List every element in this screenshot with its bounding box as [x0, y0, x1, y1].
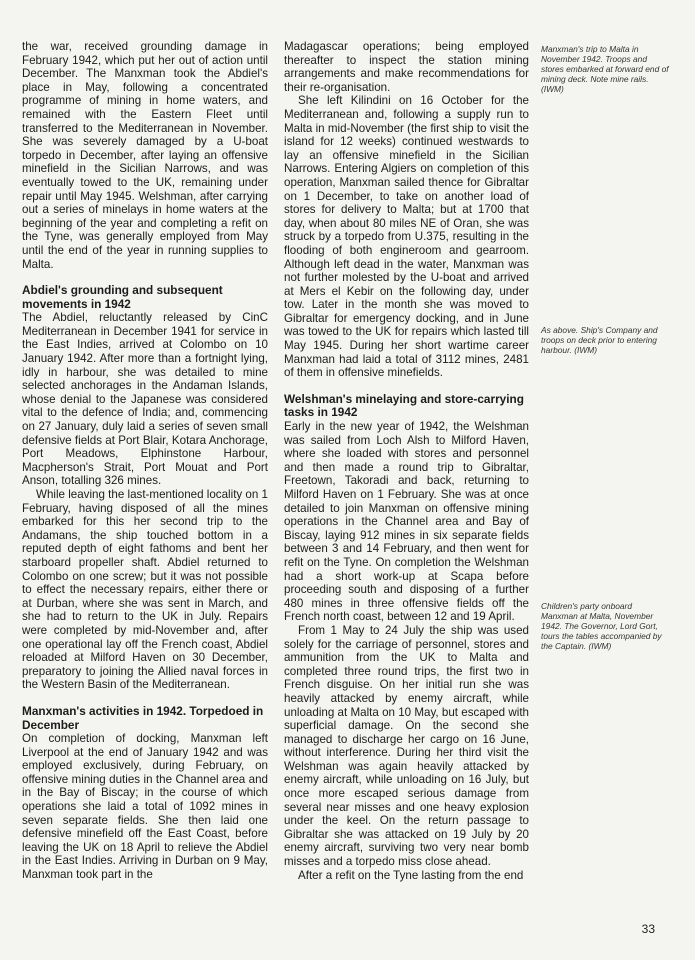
paragraph: The Abdiel, reluctantly released by CinC Mediterranean in December 1941 for service in the East Indies, arrived at Colombo on 10 January 1942. After more than a fortnight lying, idly in harbour, she was detailed to mine selected anchorages in the Andaman Islands, whose denial to the Japanese was considered vital to the defence of India; and, commencing on 27 January, duly laid a series of seven small defensive fields at Port Blair, Kotara Anchorage, Port Meadows, Elphinstone Harbour, Macpherson's Strait, Port Mouat and Port Anson, totalling 326 mines. — [22, 311, 268, 488]
paragraph: While leaving the last-mentioned locality on 1 February, having disposed of all the mines embarked for this her second trip to the Andamans, the ship touched bottom in a reputed depth of eight fathoms and bent her starboard propeller shaft. Abdiel returned to Colombo on one screw; but it was not possible to effect the necessary repairs, either there or at Durban, where she was sent in March, and she had to return to the UK in July. Repairs were completed by mid-November and, after one operational lay off the French coast, Abdiel reloaded at Milford Haven on 30 December, preparatory to joining the Allied naval forces in the Western Basin of the Mediterranean. — [22, 488, 268, 692]
photo-caption: Children's party onboard Manxman at Malta, November 1942. The Governor, Lord Gort, tours the tables accompanied by the Captain. (IWM) — [541, 601, 662, 651]
paragraph: After a refit on the Tyne lasting from the end — [298, 868, 524, 882]
paragraph: She left Kilindini on 16 October for the Mediterranean and, following a supply run to Malta in mid-November (the first ship to visit the island for 12 weeks) continued westwards to lay an offensive minefield in the Sicilian Narrows. Entering Algiers on completion of this operation, Manxman sailed thence for Gibraltar on 1 December, to take on another load of stores for delivery to Malta; but at 1700 that day, when about 80 miles NE of Oran, she was struck by a torpedo from U.375, resulting in the flooding of both engineroom and gearroom. Although left dead in the water, Manxman was not further molested by the U-boat and arrived at Mers el Kebir on the following day, under tow. Later in the month she was moved to Gibraltar for emergency docking, and in June was towed to the UK for repairs which lasted till May 1945. During her short wartime career Manxman had laid a total of 3112 mines, 2481 of them in offensive minefields. — [284, 94, 529, 380]
section-heading: Welshman's minelaying and store-carrying tasks in 1942 — [284, 391, 524, 420]
paragraph: the war, received grounding damage in February 1942, which put her out of action until December. The Manxman took the Abdiel's place in May, following a concentrated programme of mining in home waters, and remained with the Eastern Fleet until transferred to the Mediterranean in November. She was severely damaged by a U-boat torpedo in December, after laying an offensive minefield in the Sicilian Narrows, and was eventually towed to the UK, remaining under repair until May 1945. Welshman, after carrying out a series of minelays in home waters at the beginning of the year and completing a refit on the Tyne, was generally employed from May until the end of the year in running supplies to Malta. — [22, 40, 268, 271]
left-text-column — [22, 40, 268, 882]
paragraph: Madagascar operations; being employed thereafter to inspect the station mining arrangements and make recommendations for their re-organisation. — [284, 40, 529, 94]
section-heading: Abdiel's grounding and subsequent movements in 1942 — [22, 283, 223, 311]
photo-caption: Manxman's trip to Malta in November 1942. Troops and stores embarked at forward end of mining deck. Note mine rails. (IWM) — [541, 44, 669, 94]
photo-caption: As above. Ship's Company and troops on deck prior to entering harbour. (IWM) — [541, 325, 658, 355]
middle-text-column — [284, 40, 529, 882]
paragraph: Early in the new year of 1942, the Welshman was sailed from Loch Alsh to Milford Haven, where she loaded with stores and personnel and then made a round trip to Gibraltar, Freetown, Takoradi and back, returning to Milford Haven on 1 February. She was at once detailed to join Manxman on offensive mining operations in the Channel area and Bay of Biscay, laying 912 mines in six separate fields between 3 and 14 February, and then went for refit on the Tyne. On completion the Welshman had a short work-up at Scapa before proceeding south and disposing of a further 480 mines in three offensive fields off the French north coast, between 12 and 19 April. — [284, 420, 529, 624]
section-heading: Manxman's activities in 1942. Torpedoed in December — [22, 703, 264, 732]
caption-column — [541, 0, 681, 960]
page-number: 33 — [641, 922, 655, 936]
paragraph: From 1 May to 24 July the ship was used solely for the carriage of personnel, stores and ammunition from the UK to Malta and completed three round trips, the first two in French disguise. On her initial run she was heavily attacked by enemy aircraft, while unloading at Malta on 10 May, but escaped with superficial damage. On the second she managed to discharge her cargo on 16 June, without interference. During her third visit the Welshman was again heavily attacked by enemy aircraft, while unloading on 16 July, but once more escaped serious damage from several near misses and one heavy explosion under the keel. On the return passage to Gibraltar she was attacked on 19 July by 20 enemy aircraft, surviving two very near bomb misses and a torpedo miss close ahead. — [284, 623, 529, 869]
paragraph: On completion of docking, Manxman left Liverpool at the end of January 1942 and was employed exclusively, during February, on offensive mining duties in the Channel area and in the Bay of Biscay; in the course of which operations she laid a total of 1092 mines in seven separate fields. She then laid one defensive minefield off the East Coast, before leaving the UK on 18 April to relieve the Abdiel in the East Indies. Arriving in Durban on 9 May, Manxman took part in the — [22, 732, 268, 882]
